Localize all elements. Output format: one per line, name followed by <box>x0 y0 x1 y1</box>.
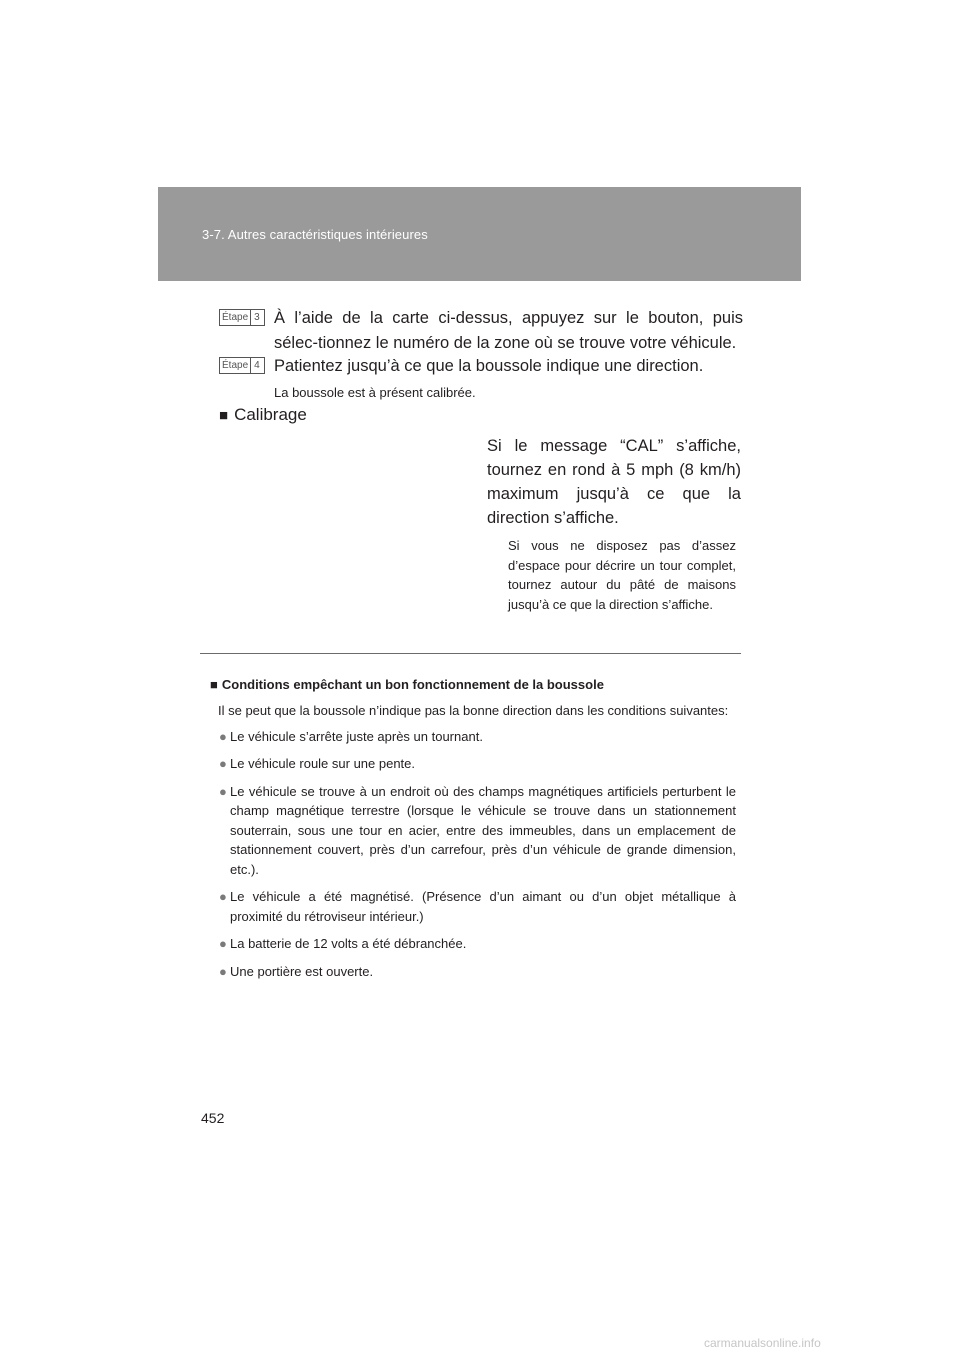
conditions-block <box>210 675 736 989</box>
page-number: 452 <box>201 1110 225 1126</box>
bullet-icon: ● <box>219 963 227 979</box>
bullet-icon: ● <box>219 936 227 951</box>
list-item-text: Le véhicule se trouve à un endroit où des champs magnétiques artificiels perturbent le champ magnétique terrestre (lorsque le véhicule se trouve dans un stationnement souterrain, sous une tour en acier, entre des immeubles, dans un emplacement de stationnement couvert, près d’un carrefour, près d’un véhicule de grande dimension, etc.). <box>230 783 736 877</box>
step-text: Patientez jusqu’à ce que la boussole indique une direction. <box>274 357 704 375</box>
list-item-text: Une portière est ouverte. <box>230 963 374 979</box>
conditions-list <box>210 727 736 982</box>
section-title: 3-7. Autres caractéristiques intérieures <box>202 227 428 242</box>
section-divider <box>200 653 741 654</box>
step-badge <box>219 357 265 374</box>
list-item <box>210 887 736 926</box>
step-3 <box>219 306 743 356</box>
list-item <box>210 754 736 774</box>
calibration-text: Si le message “CAL” s’affiche, tournez en rond à 5 mph (8 km/h) maximum jusqu’à ce que la direction s’affiche. <box>487 437 741 527</box>
list-item-text: La batterie de 12 volts a été débranchée. <box>230 936 467 951</box>
step-note: La boussole est à présent calibrée. <box>274 385 476 400</box>
conditions-intro: Il se peut que la boussole n’indique pas la bonne direction dans les conditions suivantes: <box>218 703 729 718</box>
step-badge <box>219 309 265 326</box>
conditions-heading <box>210 675 736 695</box>
step-4 <box>219 354 743 403</box>
section-header-band <box>158 187 801 281</box>
step-text: À l’aide de la carte ci-dessus, appuyez sur le bouton, puis sélec-tionnez le numéro de la zone où se trouve votre véhicule. <box>274 309 743 352</box>
square-bullet-icon: ■ <box>219 407 229 424</box>
step-badge-label: Étape <box>222 360 249 371</box>
calibration-title: Calibrage <box>234 405 307 424</box>
list-item <box>210 727 736 747</box>
list-item <box>210 934 736 954</box>
list-item-text: Le véhicule s’arrête juste après un tournant. <box>230 728 483 744</box>
conditions-title: Conditions empêchant un bon fonctionnement de la boussole <box>221 677 604 692</box>
calibration-heading <box>219 405 307 425</box>
bullet-icon: ● <box>219 889 227 904</box>
square-bullet-icon: ■ <box>210 677 218 692</box>
list-item-text: Le véhicule a été magnétisé. (Présence d’un aimant ou d’un objet métallique à proximité du rétroviseur intérieur.) <box>230 889 736 924</box>
watermark: carmanualsonline.info <box>704 1336 821 1350</box>
list-item <box>210 782 736 880</box>
list-item-text: Le véhicule roule sur une pente. <box>230 756 416 771</box>
step-badge-label: Étape <box>222 312 249 323</box>
calibration-note: Si vous ne disposez pas d’assez d’espace pour décrire un tour complet, tournez autour du pâté de maisons jusqu’à ce que la direction s’affiche. <box>508 538 736 612</box>
step-badge-number: 3 <box>250 310 263 325</box>
list-item <box>210 962 736 982</box>
bullet-icon: ● <box>219 728 227 744</box>
bullet-icon: ● <box>219 756 227 771</box>
bullet-icon: ● <box>219 783 227 799</box>
step-badge-number: 4 <box>250 358 263 373</box>
